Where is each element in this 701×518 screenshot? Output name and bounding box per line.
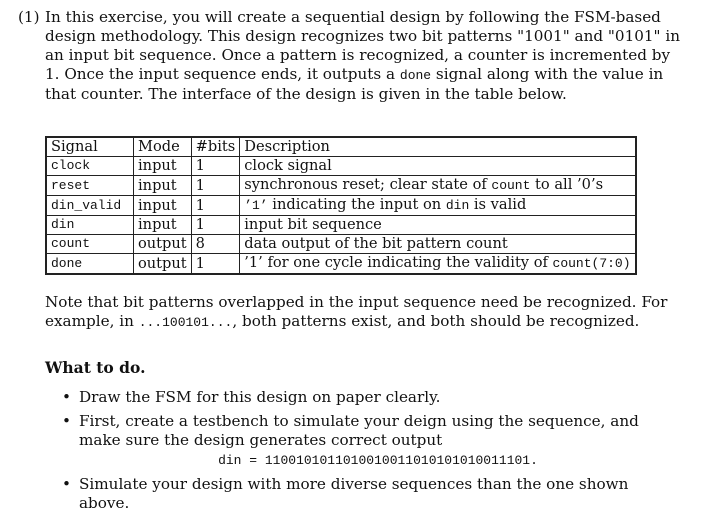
header-mode: Mode [134,137,192,157]
bits-cell: 1 [191,157,240,176]
header-description: Description [240,137,636,157]
desc-text-b: is valid [469,196,527,213]
desc-code: count(7:0) [552,256,631,271]
list-item [62,388,677,407]
signal-cell: count [46,235,134,254]
overlap-note [45,293,675,332]
signal-cell: clock [46,157,134,176]
desc-code-one: ’1’ [244,198,268,213]
signal-cell: din [46,216,134,235]
table-row [46,176,636,196]
description-cell: data output of the bit pattern count [240,235,636,254]
table-header-row [46,137,636,157]
note-code: ...100101... [138,315,233,330]
bits-cell: 1 [191,216,240,235]
note-text-a: Note that bit patterns overlapped in the input sequence need be recognized. For example, in [45,293,668,330]
signal-cell: done [46,254,134,275]
header-bits: #bits [191,137,240,157]
mode-cell: output [134,235,192,254]
table-row [46,216,636,235]
desc-text-a: ’1’ for one cycle indicating the validity of [244,254,553,271]
signal-cell: din_valid [46,196,134,216]
exercise-number: (1) [18,8,40,26]
interface-table [45,136,637,275]
table-row [46,157,636,176]
task-text: Draw the FSM for this design on paper clearly. [79,388,441,406]
description-cell [240,176,636,196]
mode-cell: input [134,216,192,235]
bullet-icon: • [62,475,71,493]
table-row [46,235,636,254]
note-text-b: , both patterns exist, and both should be recognized. [232,312,640,330]
task-text: Simulate your design with more diverse sequences than the one shown above. [79,475,629,512]
bits-cell: 1 [191,254,240,275]
header-signal: Signal [46,137,134,157]
mode-cell: input [134,176,192,196]
description-cell: clock signal [240,157,636,176]
signal-cell: reset [46,176,134,196]
mode-cell: output [134,254,192,275]
desc-code: din [445,198,470,213]
what-to-do-heading: What to do. [45,358,146,377]
exercise-intro [45,8,688,104]
bits-cell: 1 [191,176,240,196]
bullet-icon: • [62,412,71,430]
bits-cell: 1 [191,196,240,216]
description-cell [240,254,636,275]
description-cell [240,196,636,216]
desc-code: count [491,178,531,193]
desc-text-a: indicating the input on [267,196,446,213]
table-row [46,196,636,216]
table-row [46,254,636,275]
description-cell: input bit sequence [240,216,636,235]
intro-text-a: In this exercise, you will create a sequential design by following the FSM-based design methodology. This design recognizes two bit patterns "1001" and "0101" in an input bit sequence. Once a pattern is recognized, a counter is incremented by 1. Once the input sequence ends, it outputs a [45,8,681,83]
task-list [62,388,677,518]
mode-cell: input [134,157,192,176]
intro-text-b: signal along with the value in that counter. The interface of the design is given in the table below. [45,65,664,103]
desc-text-a: synchronous reset; clear state of [244,176,492,193]
desc-text-b: to all ’0’s [530,176,604,193]
task-text: First, create a testbench to simulate your deign using the sequence, and make sure the design generates correct output [79,412,639,449]
din-sequence: din = 1100101011010010011010101010011101. [218,453,538,468]
list-item [62,412,677,470]
exercise-paragraph [18,8,688,104]
intro-code-done: done [399,68,432,83]
list-item [62,475,677,513]
bullet-icon: • [62,388,71,406]
bits-cell: 8 [191,235,240,254]
mode-cell: input [134,196,192,216]
